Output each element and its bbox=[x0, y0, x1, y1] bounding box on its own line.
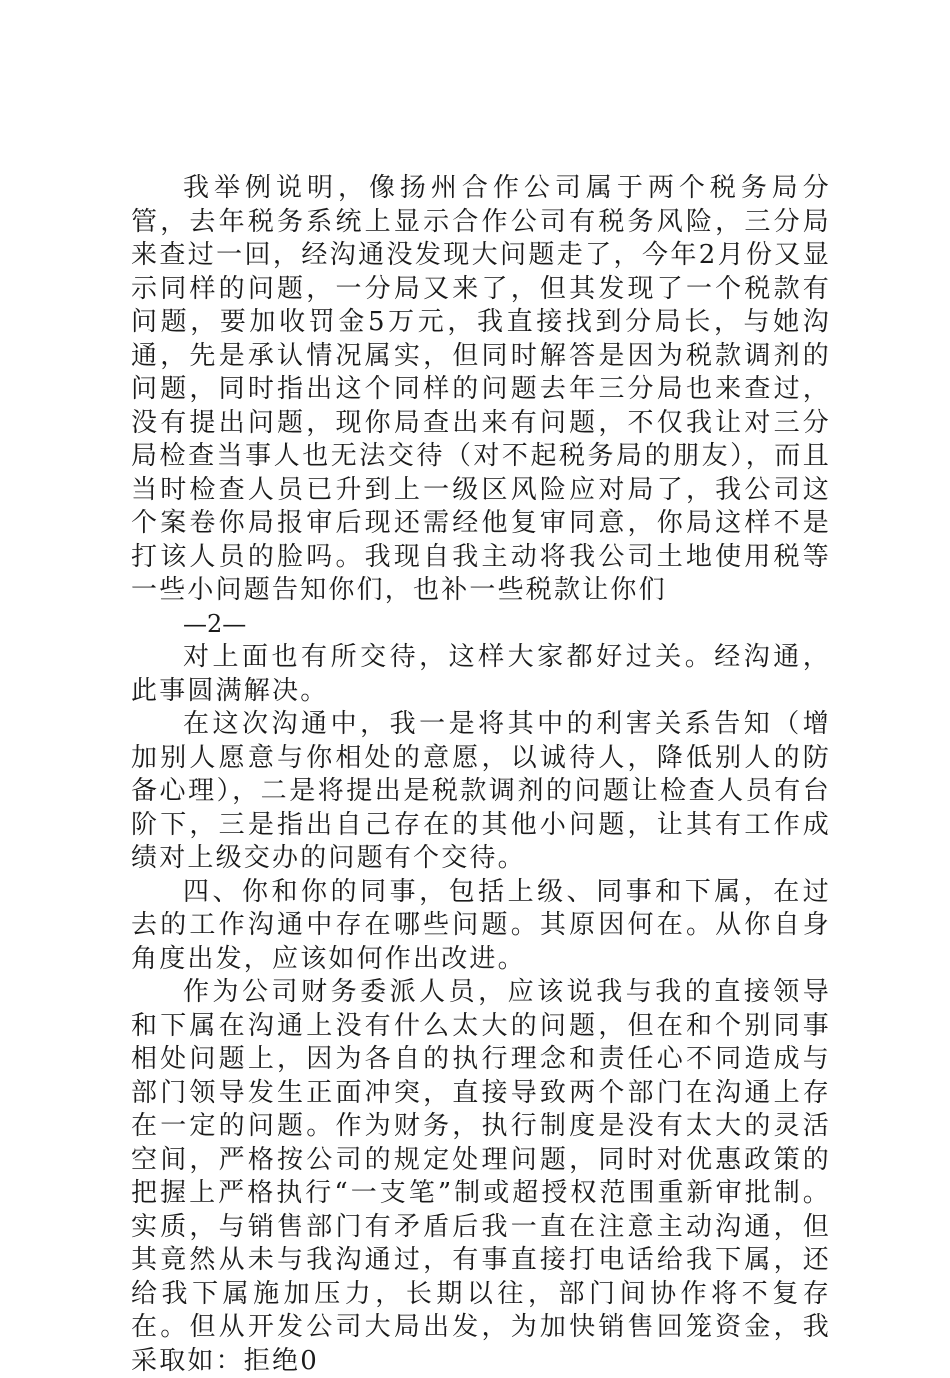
paragraph-finance-colleagues: 作为公司财务委派人员，应该说我与我的直接领导和下属在沟通上没有什么太大的问题，但在和个别同事相处问题上，因为各自的执行理念和责任心不同造成与部门领导发生正面冲突，直接导致两个部门在沟通上存在一定的问题。作为财务，执行制度是没有太大的灵活空间，严格按公司的规定处理问题，同时对优惠政策的把握上严格执行“一支笔”制或超授权范围重新审批制。实质，与销售部门有矛盾后我一直在注意主动沟通，但其竟然从未与我沟通过，有事直接打电话给我下属，还给我下属施加压力，长期以往，部门间协作将不复存在。但从开发公司大局出发，为加快销售回笼资金，我采取如：拒绝0 bbox=[131, 977, 831, 1376]
page-number-marker: —2— bbox=[183, 609, 247, 638]
document-body bbox=[131, 172, 831, 1378]
paragraph-section-four-heading: 四、你和你的同事，包括上级、同事和下属，在过去的工作沟通中存在哪些问题。其原因何在。从你自身角度出发，应该如何作出改进。 bbox=[131, 876, 831, 974]
paragraph-resolution: 对上面也有所交待，这样大家都好过关。经沟通，此事圆满解决。 bbox=[131, 642, 831, 706]
paragraph-communication-summary: 在这次沟通中，我一是将其中的利害关系告知（增加别人愿意与你相处的意愿，以诚待人，降低别人的防备心理），二是将提出是税款调剂的问题让检查人员有台阶下，三是指出自己存在的其他小问题，让其有工作成绩对上级交办的问题有个交待。 bbox=[131, 709, 831, 873]
paragraph-example-case: 我举例说明，像扬州合作公司属于两个税务局分管，去年税务系统上显示合作公司有税务风险，三分局来查过一回，经沟通没发现大问题走了，今年2月份又显示同样的问题，一分局又来了，但其发现了一个税款有问题，要加收罚金5万元，我直接找到分局长，与她沟通，先是承认情况属实，但同时解答是因为税款调剂的问题，同时指出这个同样的问题去年三分局也来查过，没有提出问题，现你局查出来有问题，不仅我让对三分局检查当事人也无法交待（对不起税务局的朋友），而且当时检查人员已升到上一级区风险应对局了，我公司这个案卷你局报审后现还需经他复审同意，你局这样不是打该人员的脸吗。我现自我主动将我公司土地使用税等一些小问题告知你们，也补一些税款让你们 bbox=[131, 173, 831, 605]
